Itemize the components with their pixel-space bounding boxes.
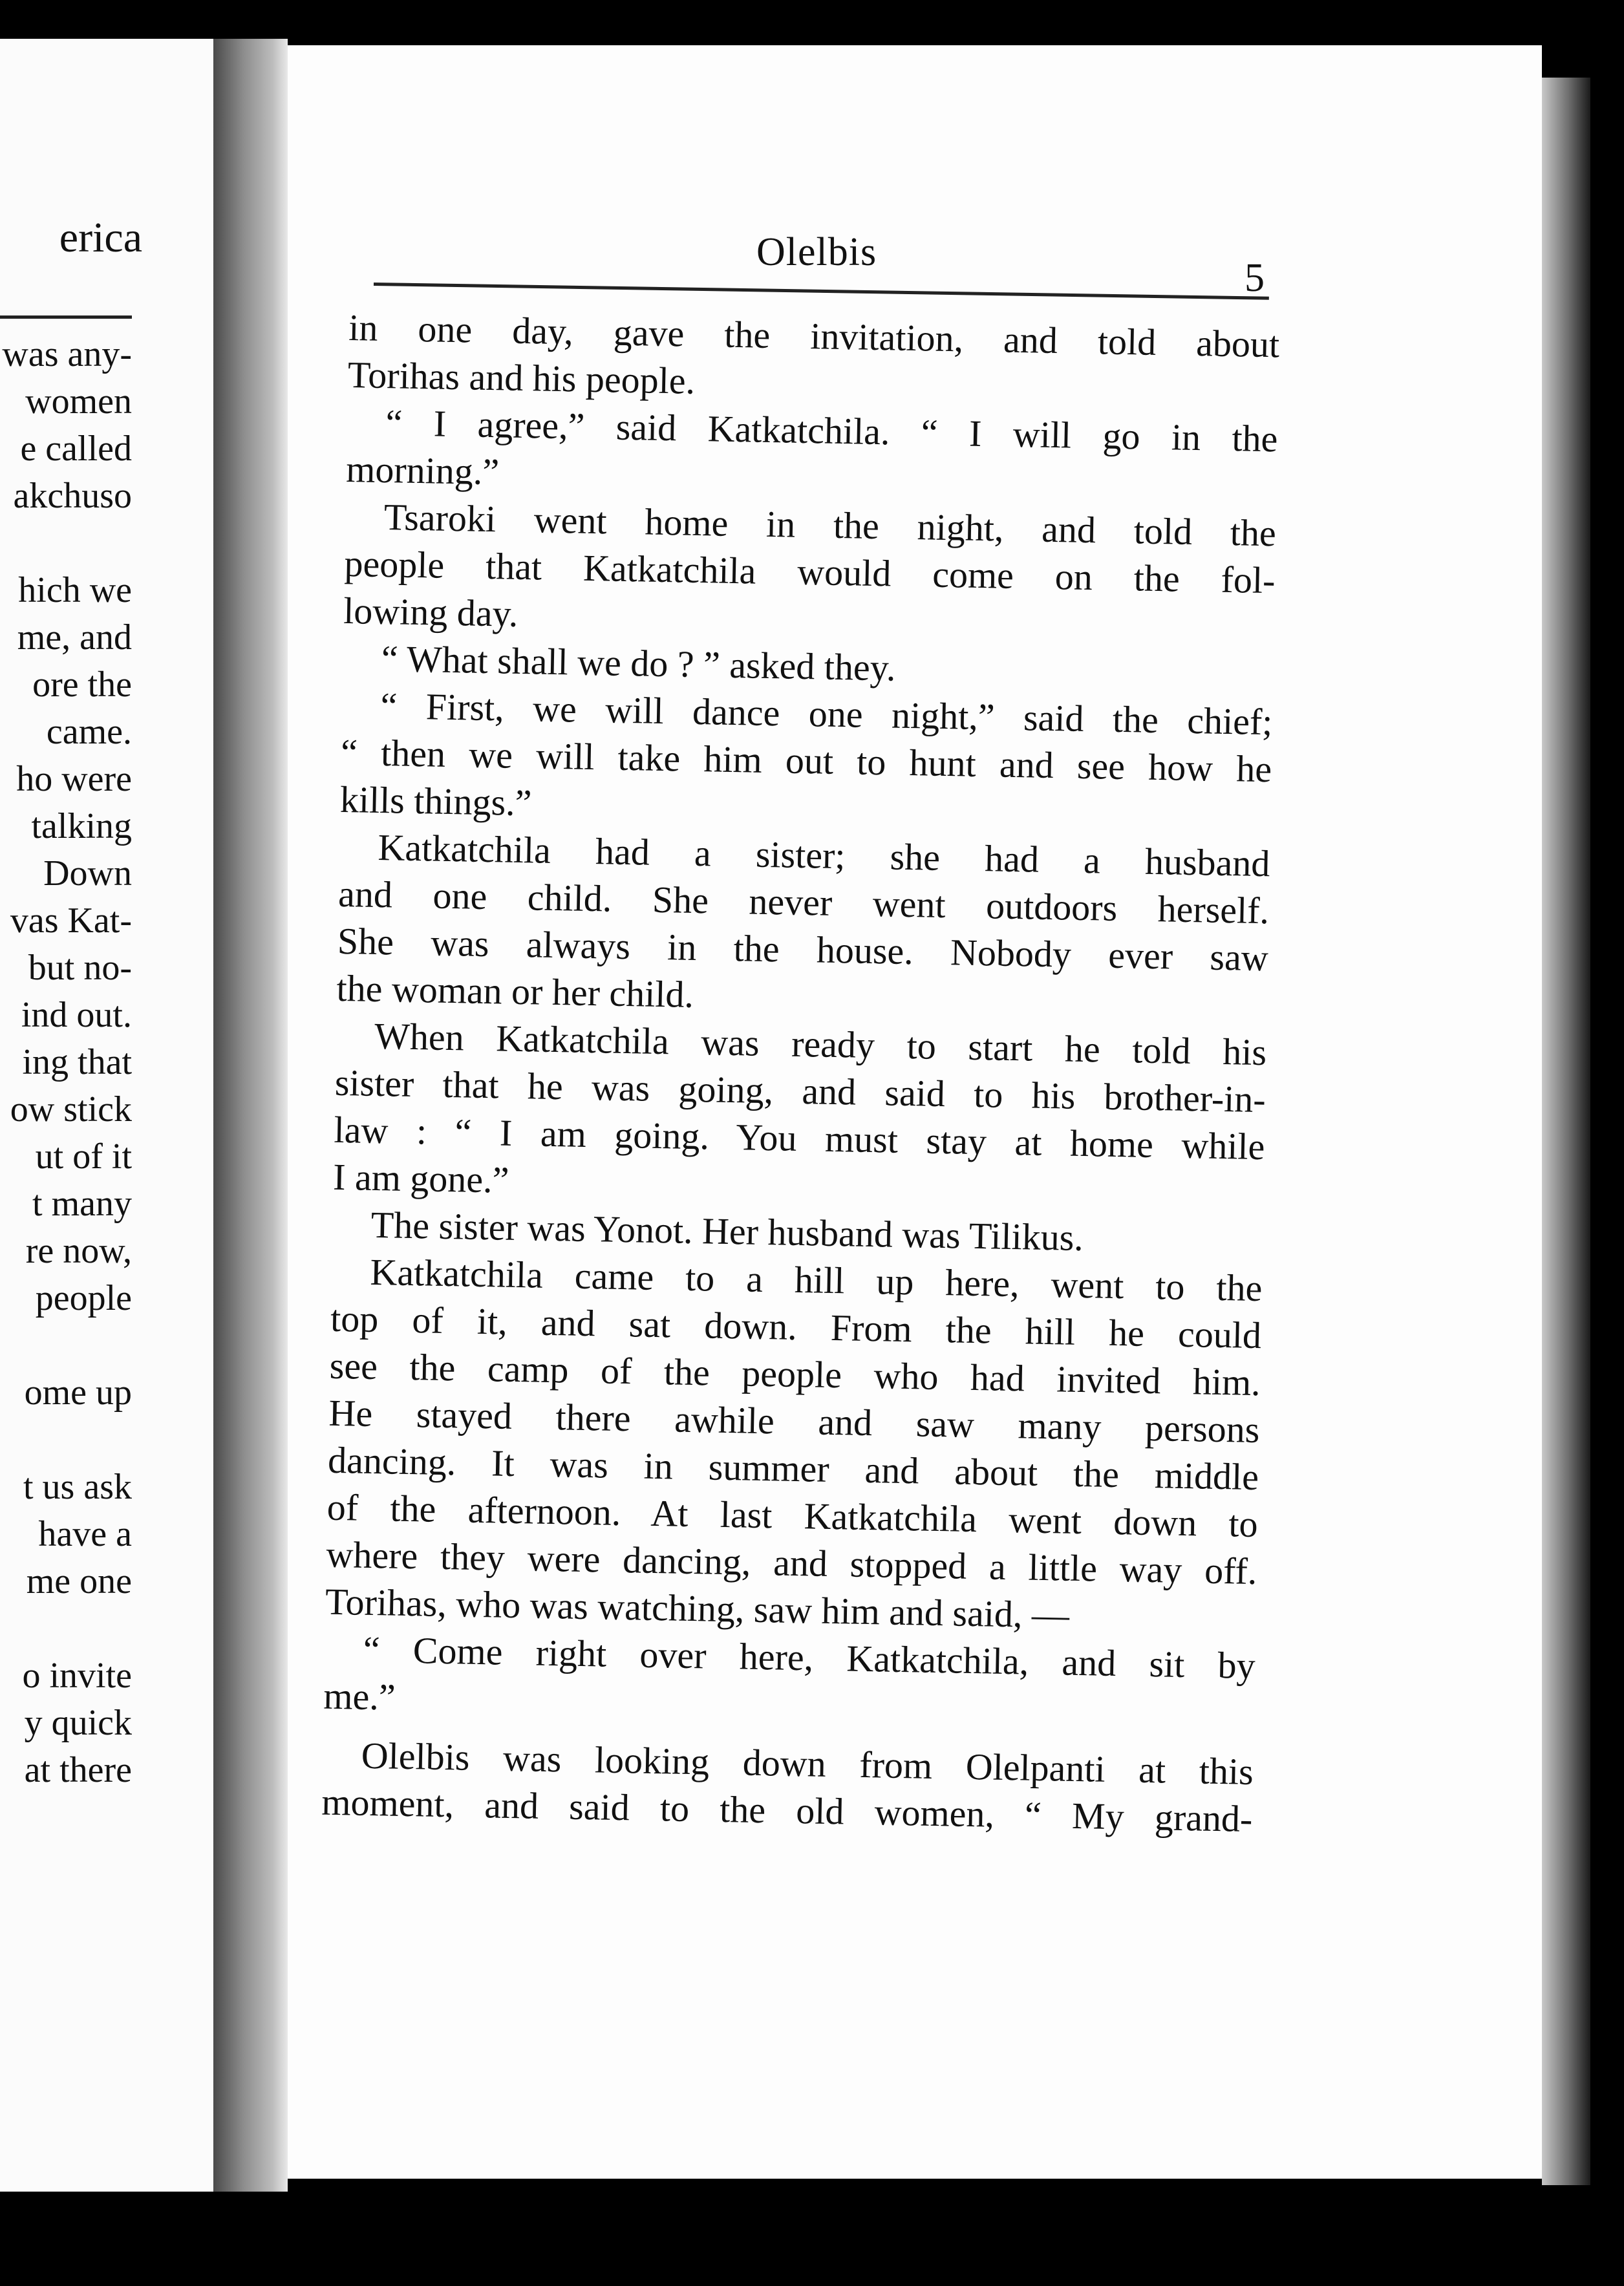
text-line: Torihas, who was watching, saw him and said, — [325,1580,1070,1636]
left-text-line: ut of it [35,1137,132,1177]
text-line: lowing day. [343,589,518,635]
left-text-line: t us ask [23,1467,132,1507]
left-text-line: me one [26,1561,132,1601]
left-header-rule [0,315,132,319]
left-text-line: akchuso [13,476,132,516]
left-text-line: y quick [24,1703,132,1743]
left-text-line: have a [38,1514,132,1554]
left-running-header: erica [59,214,142,261]
text-line: me.” [323,1674,396,1718]
text-line: people that Katkatchila would come on the fol- [344,542,1276,602]
left-text-line: vas Kat- [10,901,132,941]
text-line: Katkatchila came to a hill up here, went to the [369,1250,1263,1310]
text-line: and one child. She never went outdoors herself. [337,872,1270,932]
text-line: kills things.” [339,778,532,824]
left-text-line: e called [20,429,132,469]
left-page [0,39,213,2192]
body-text [321,304,1280,1843]
left-text-line: o invite [22,1656,132,1696]
text-line: morning.” [345,447,500,493]
left-text-line: hich we [18,570,132,610]
book-gutter [213,39,288,2192]
text-line: “ then we will take him out to hunt and see how he [340,731,1272,791]
text-line: When Katkatchila was ready to start he told his [374,1014,1267,1074]
text-line: dancing. It was in summer and about the middle [327,1438,1259,1499]
text-line: law : “ I am going. You must stay at home while [333,1108,1265,1168]
left-text-line: came. [46,712,132,752]
text-line: Tsaroki went home in the night, and told the [383,496,1277,555]
left-text-line: ome up [24,1373,132,1413]
text-line: “ I agree,” said Katkatchila. “ I will go in the [385,401,1279,460]
text-line: I am gone.” [332,1155,509,1201]
left-text-line: women [25,381,132,422]
left-text-line: ow stick [10,1089,132,1129]
left-text-line: ind out. [21,995,132,1035]
text-line: “ First, we will dance one night,” said the chief; [380,685,1273,743]
text-line: “ What shall we do ? ” asked they. [381,637,897,689]
text-line: “ Come right over here, Katkatchila, and sit by [363,1628,1256,1687]
left-text-line: talking [31,806,132,846]
text-line: top of it, and sat down. From the hill he could [330,1297,1262,1357]
text-line: The sister was Yonot. Her husband was Tilikus. [370,1203,1084,1259]
running-header: Olelbis [756,230,877,274]
left-text-line: Down [43,853,132,893]
left-text-line: people [35,1278,132,1318]
text-line: the woman or her child. [336,967,694,1016]
text-line: He stayed there awhile and saw many persons [328,1391,1260,1451]
left-text-line [2,520,132,567]
text-line: Katkatchila had a sister; she had a husband [378,826,1270,885]
left-text-line: ore the [32,665,132,705]
text-line: Torihas and his people. [347,353,696,402]
left-text-line: at there [24,1750,132,1790]
left-text-line: but no- [28,948,132,988]
text-line: of the afternoon. At last Katkatchila went down to [326,1486,1259,1546]
page-edge [1542,78,1590,2185]
text-line: sister that he was going, and said to his brother-in- [334,1061,1266,1121]
left-text-line: me, and [17,617,132,657]
left-text-line: was any- [2,334,132,374]
text-line: Olelbis was looking down from Olelpanti at this [361,1734,1254,1793]
left-text-line [2,1605,132,1652]
left-text-line: ing that [22,1042,132,1082]
left-page-text [2,331,132,1794]
page-number: 5 [1245,256,1265,300]
text-line: moment, and said to the old women, “ My grand- [321,1780,1253,1840]
left-text-line [2,1416,132,1464]
text-line: She was always in the house. Nobody ever saw [337,919,1269,979]
left-text-line: t many [32,1184,132,1224]
text-line: where they were dancing, and stopped a little way off. [325,1533,1257,1593]
text-line: in one day, gave the invitation, and told about [348,306,1280,366]
left-text-line: ho were [16,759,132,799]
text-line: see the camp of the people who had invited him. [329,1344,1261,1404]
left-text-line [2,1322,132,1369]
left-text-line: re now, [25,1231,132,1271]
